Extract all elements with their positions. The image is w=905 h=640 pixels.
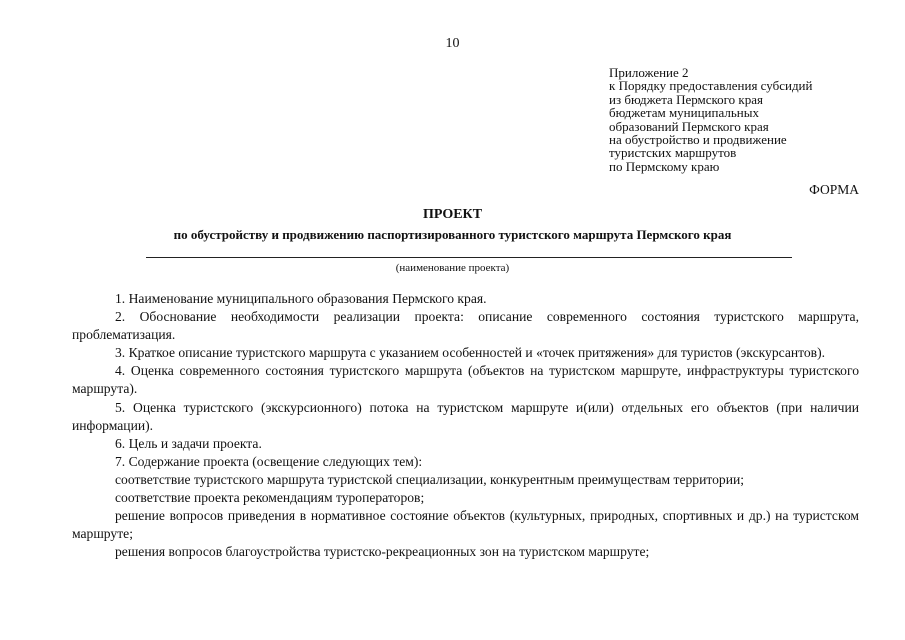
document-title: ПРОЕКТ — [422, 207, 483, 222]
appendix-line: туристских маршрутов — [609, 145, 737, 161]
appendix-line: из бюджета Пермского края — [609, 91, 764, 107]
topic-item: решение вопросов приведения в нормативное состояние объектов (культурных, природных, спортивных и др.) на туристском маршруте; — [72, 508, 859, 542]
topic-item: соответствие проекта рекомендациям туроператоров; — [115, 490, 425, 506]
paragraph-3: 3. Краткое описание туристского маршрута с указанием особенностей и «точек притяжения» для туристов (экскурсантов). — [115, 345, 826, 361]
paragraph-2: 2. Обоснование необходимости реализации проекта: описание современного состояния туристского маршрута, проблематизация. — [72, 309, 859, 343]
appendix-line: по Пермскому краю — [609, 158, 720, 174]
paragraph-5: 5. Оценка туристского (экскурсионного) потока на туристском маршруте и(или) отдельных его объектов (при наличии информации). — [72, 399, 859, 433]
document-subtitle: по обустройству и продвижению паспортизированного туристского маршрута Пермского края — [173, 227, 732, 242]
project-name-line — [146, 257, 792, 258]
page-number: 10 — [445, 36, 460, 51]
document-body — [72, 290, 859, 561]
appendix-line: к Порядку предоставления субсидий — [609, 78, 813, 94]
topic-item: решения вопросов благоустройства туристско-рекреационных зон на туристском маршруте; — [115, 544, 650, 560]
appendix-block — [609, 66, 812, 173]
topic-item: соответствие туристского маршрута туристской специализации, конкурентным преимуществам территории; — [115, 471, 745, 487]
form-label: ФОРМА — [809, 182, 859, 197]
paragraph-6: 6. Цель и задачи проекта. — [115, 435, 262, 451]
paragraph-1: 1. Наименование муниципального образования Пермского края. — [115, 291, 487, 306]
appendix-line: на обустройство и продвижение — [609, 132, 787, 148]
appendix-line: бюджетам муниципальных — [609, 105, 759, 121]
project-name-caption: (наименование проекта) — [395, 262, 510, 274]
paragraph-4: 4. Оценка современного состояния туристского маршрута (объектов на туристском маршруте, инфраструктуры туристского маршрута). — [72, 363, 859, 397]
paragraph-7: 7. Содержание проекта (освещение следующих тем): — [115, 453, 423, 469]
appendix-line: образований Пермского края — [609, 118, 769, 134]
appendix-line: Приложение 2 — [609, 65, 689, 80]
